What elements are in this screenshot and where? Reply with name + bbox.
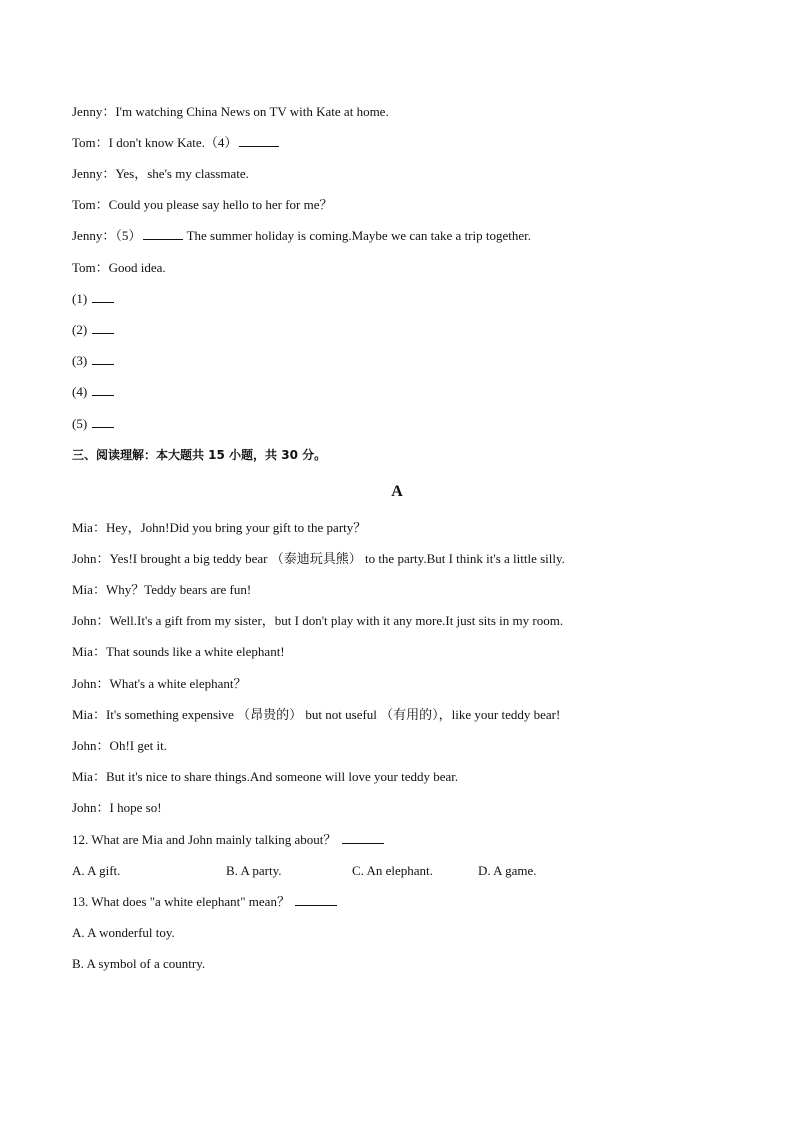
- question-12-option-c[interactable]: C. An elephant.: [352, 863, 433, 878]
- passage-line: John：Oh!I get it.: [72, 738, 167, 753]
- passage-line: John：What's a white elephant？: [72, 676, 247, 691]
- answer-field-4[interactable]: [92, 384, 114, 396]
- dialog-line-1-text: Jenny：I'm watching China News on TV with Kate at home.: [72, 104, 389, 119]
- dialog-line-3: [72, 166, 249, 182]
- question-12-option-b[interactable]: B. A party.: [226, 863, 282, 878]
- dialog-line-5-suffix: The summer holiday is coming.Maybe we can take a trip together.: [183, 228, 531, 243]
- dialog-line-2-text: Tom：I don't know Kate.（4）: [72, 135, 238, 150]
- passage-line: Mia：Hey，John!Did you bring your gift to the party？: [72, 520, 367, 535]
- dialog-line-4: [72, 197, 332, 213]
- question-13-answer-blank[interactable]: [295, 894, 337, 906]
- answer-line-1: [72, 291, 114, 307]
- question-12-answer-blank[interactable]: [342, 832, 384, 844]
- dialog-line-2: [72, 135, 279, 151]
- answer-line-3: [72, 353, 114, 369]
- answer-field-5[interactable]: [92, 416, 114, 428]
- passage-line: John：I hope so!: [72, 800, 162, 815]
- passage-line: Mia：That sounds like a white elephant!: [72, 644, 285, 659]
- answer-line-2: [72, 322, 114, 338]
- question-13-text: 13. What does "a white elephant" mean？: [72, 894, 290, 909]
- answer-field-2[interactable]: [92, 322, 114, 334]
- answer-blank-5[interactable]: [143, 228, 183, 240]
- answer-label-4: (4): [72, 384, 88, 399]
- passage-line: John：Yes!I brought a big teddy bear （泰迪玩具熊） to the party.But I think it's a little silly.: [72, 551, 565, 566]
- dialog-line-4-text: Tom：Could you please say hello to her for me？: [72, 197, 333, 212]
- dialog-line-6-text: Tom：Good idea.: [72, 260, 166, 275]
- passage-line: Mia：Why？Teddy bears are fun!: [72, 582, 252, 597]
- answer-label-5: (5): [72, 416, 88, 431]
- answer-field-1[interactable]: [92, 291, 114, 303]
- dialog-line-5: [72, 228, 531, 244]
- section-heading: 三、阅读理解：本大题共 15 小题，共 30 分。: [72, 448, 327, 462]
- question-12: [72, 832, 384, 848]
- question-13-option-b[interactable]: B. A symbol of a country.: [72, 956, 206, 971]
- passage-line: John：Well.It's a gift from my sister，but I don't play with it any more.It just sits in my room.: [72, 613, 564, 628]
- question-13: [72, 894, 337, 910]
- question-13-option-a[interactable]: A. A wonderful toy.: [72, 925, 175, 940]
- passage-line: Mia：But it's nice to share things.And someone will love your teddy bear.: [72, 769, 459, 784]
- question-12-text: 12. What are Mia and John mainly talking about？: [72, 832, 337, 847]
- question-12-option-d[interactable]: D. A game.: [478, 863, 537, 878]
- dialog-line-1: [72, 104, 389, 120]
- answer-line-5: [72, 416, 114, 432]
- passage-line: Mia：It's something expensive （昂贵的） but not useful （有用的），like your teddy bear!: [72, 707, 561, 722]
- answer-line-4: [72, 384, 114, 400]
- passage-title: A: [391, 483, 403, 500]
- answer-label-3: (3): [72, 353, 88, 368]
- answer-label-2: (2): [72, 322, 88, 337]
- answer-label-1: (1): [72, 291, 88, 306]
- answer-field-3[interactable]: [92, 353, 114, 365]
- dialog-line-3-text: Jenny：Yes，she's my classmate.: [72, 166, 249, 181]
- dialog-line-5-prefix: Jenny：（5）: [72, 228, 142, 243]
- dialog-line-6: [72, 260, 166, 276]
- question-12-option-a[interactable]: A. A gift.: [72, 863, 121, 878]
- answer-blank-4[interactable]: [239, 135, 279, 147]
